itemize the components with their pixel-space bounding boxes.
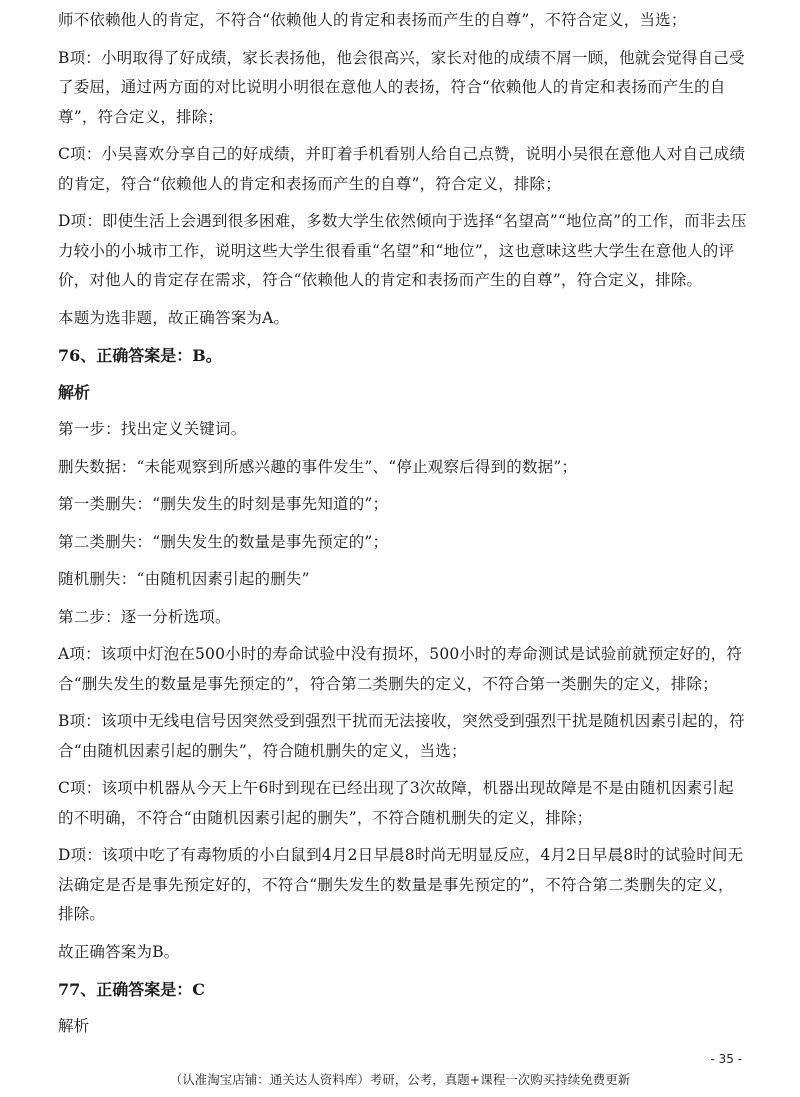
analysis-heading: 解析 [58,383,91,402]
paragraph: 删失数据：“未能观察到所感兴趣的事件发生”、“停止观察后得到的数据”； [58,457,578,476]
paragraph: 第二类删失：“删失发生的数量是事先预定的”； [58,532,389,551]
footer-note: （认准淘宝店铺：通关达人资料库）考研，公考，真题+课程一次购买持续免费更新 [169,1072,631,1087]
paragraph: 故正确答案为B。 [58,942,180,961]
paragraph: 随机删失：“由随机因素引起的删失” [58,570,310,588]
analysis-label: 解析 [58,1017,90,1035]
paragraph: D项：即使生活上会遇到很多困难，多数大学生依然倾向于选择“名望高”“地位高”的工作，而非去压力较小的小城市工作，说明这些大学生很看重“名望”和“地位”，这也意味这些大学生在意他人的评价，对他人的肯定存在需求，符合“依赖他人的肯定和表扬而产生的自尊”，符合定义，排除。 [58,212,747,289]
paragraph: 第二步：逐一分析选项。 [58,607,231,626]
page-number: - 35 - [710,1052,742,1066]
paragraph: A项：该项中灯泡在500小时的寿命试验中没有损坏，500小时的寿命测试是试验前就预定好的，符合“删失发生的数量是事先预定的”，符合第二类删失的定义，不符合第一类删失的定义，排除； [58,645,743,693]
paragraph: C项：该项中机器从今天上午6时到现在已经出现了3次故障，机器出现故障是不是由随机因素引起的不明确，不符合“由随机因素引起的删失”，不符合随机删失的定义，排除； [58,779,734,827]
paragraph: 第一步：找出定义关键词。 [58,420,247,438]
paragraph: 第一类删失：“删失发生的时刻是事先知道的”； [58,495,389,513]
answer-heading: 76、正确答案是：B。 [58,346,222,365]
paragraph: 本题为选非题，故正确答案为A。 [58,308,290,327]
paragraph: B项：该项中无线电信号因突然受到强烈干扰而无法接收，突然受到强烈干扰是随机因素引起的，符合“由随机因素引起的删失”，符合随机删失的定义，当选； [58,712,745,760]
answer-heading: 77、正确答案是：C [58,980,206,999]
paragraph: B项：小明取得了好成绩，家长表扬他，他会很高兴，家长对他的成绩不屑一顾，他就会觉得自己受了委屈，通过两方面的对比说明小明很在意他人的表扬，符合“依赖他人的肯定和表扬而产生的自尊”，符合定义，排除； [58,48,745,126]
paragraph: 师不依赖他人的肯定，不符合“依赖他人的肯定和表扬而产生的自尊”，不符合定义，当选； [58,11,687,29]
paragraph: D项：该项中吃了有毒物质的小白鼠到4月2日早晨8时尚无明显反应，4月2日早晨8时的试验时间无法确定是否是事先预定好的，不符合“删失发生的数量是事先预定的”，不符合第二类删失的定义，排除。 [58,846,744,923]
paragraph: C项：小吴喜欢分享自己的好成绩，并盯着手机看别人给自己点赞，说明小吴很在意他人对自己成绩的肯定，符合“依赖他人的肯定和表扬而产生的自尊”，符合定义，排除； [58,145,746,193]
document-body [58,6,748,1050]
